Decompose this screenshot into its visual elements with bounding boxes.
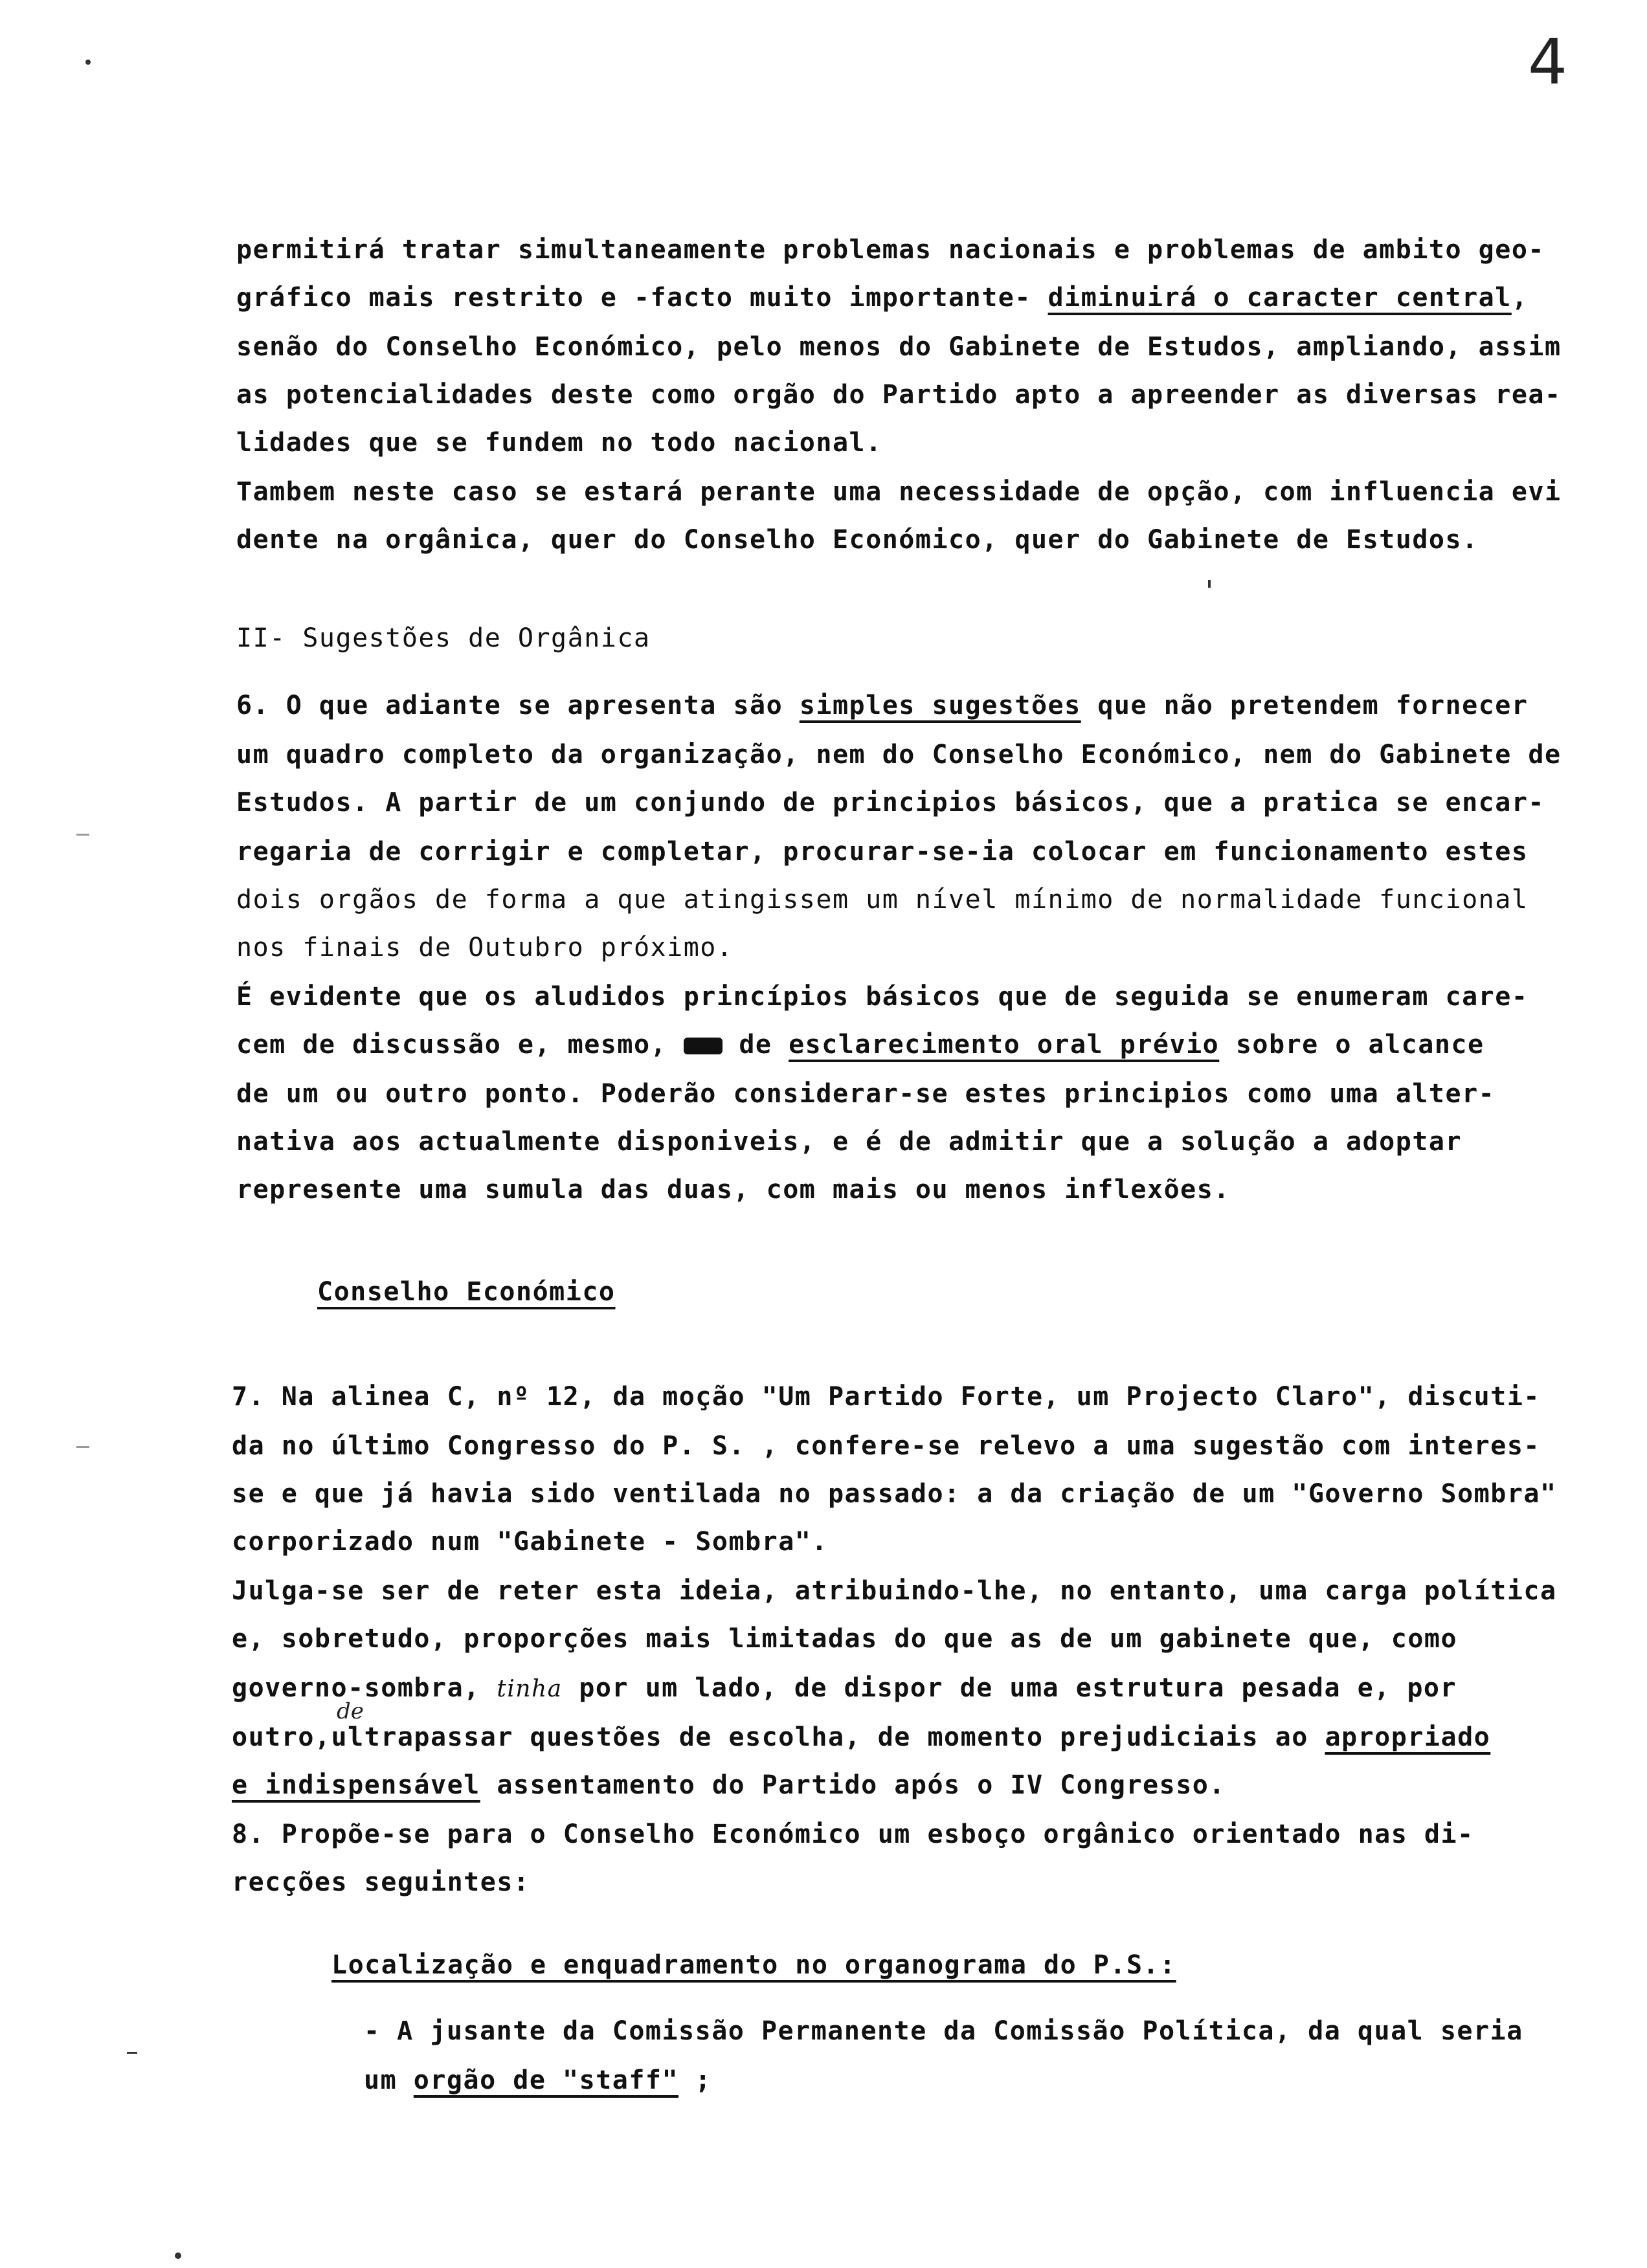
underlined-phrase: apropriado (1325, 1722, 1491, 1752)
text-line: um quadro completo da organização, nem do Conselho Económico, nem do Gabinete de (236, 740, 1562, 770)
text-line: dois orgãos de forma a que atingissem um nível mínimo de normalidade funcional (236, 885, 1529, 915)
text-span: assentamento do Partido após o IV Congresso. (497, 1770, 1226, 1800)
text-line (232, 1671, 1457, 1706)
text-line: permitirá tratar simultaneamente problemas nacionais e problemas de ambito geo- (236, 235, 1545, 265)
text-line: da no último Congresso do P. S. , confere-se relevo a uma sugestão com interes- (232, 1431, 1540, 1461)
text-span: outro, (232, 1722, 331, 1752)
underlined-phrase: esclarecimento oral prévio (789, 1030, 1220, 1060)
text-span: ; (695, 2065, 712, 2095)
text-span: sobre o alcance (1235, 1030, 1485, 1060)
text-span: gráfico mais restrito e -facto muito importante- (236, 283, 1031, 313)
text-line: regaria de corrigir e completar, procurar-se-ia colocar em funcionamento estes (236, 837, 1529, 867)
text-span: , (1511, 283, 1529, 313)
subheading-conselho: Conselho Económico (317, 1277, 616, 1307)
text-line: represente uma sumula das duas, com mais ou menos inflexões. (236, 1175, 1230, 1205)
text-line (364, 2063, 711, 2097)
handwritten-insert: de (337, 1698, 364, 1724)
text-line: nos finais de Outubro próximo. (236, 933, 734, 962)
scan-speck (1208, 580, 1211, 588)
text-line (236, 689, 1528, 722)
text-line: recções seguintes: (232, 1867, 530, 1897)
text-span: ultrapassar questões de escolha, de momento prejudiciais ao (331, 1722, 1308, 1752)
scribble-mark (684, 1038, 723, 1054)
text-line: corporizado num "Gabinete - Sombra". (232, 1527, 828, 1557)
underlined-phrase: orgão de "staff" (413, 2065, 679, 2095)
page-number: 4 (1528, 26, 1568, 98)
text-span: um (364, 2065, 398, 2095)
handwritten-insert: tinha (497, 1676, 563, 1702)
text-line: se e que já havia sido ventilada no passado: a da criação de um "Governo Sombra" (232, 1479, 1557, 1509)
text-line: - A jusante da Comissão Permanente da Comissão Política, da qual seria (364, 2016, 1523, 2046)
text-line (236, 1028, 1485, 1062)
text-line (236, 281, 1528, 315)
text-line: senão do Conselho Económico, pelo menos do Gabinete de Estudos, ampliando, assim (236, 332, 1562, 362)
text-line: 8. Propõe-se para o Conselho Económico um esboço orgânico orientado nas di- (232, 1819, 1474, 1849)
scan-speck (127, 2052, 137, 2054)
text-span: por um lado, de dispor de uma estrutura pesada e, por (579, 1673, 1457, 1703)
scan-speck (175, 2252, 181, 2259)
text-line: Julga-se ser de reter esta ideia, atribuindo-lhe, no entanto, uma carga política (232, 1576, 1557, 1606)
text-line: Tambem neste caso se estará perante uma necessidade de opção, com influencia evi (236, 477, 1562, 507)
underlined-phrase: diminuirá o caracter central (1048, 283, 1512, 313)
section-heading: II- Sugestões de Orgânica (236, 623, 651, 653)
scan-speck (76, 1446, 89, 1448)
text-line: Estudos. A partir de um conjundo de principios básicos, que a pratica se encar- (236, 788, 1545, 817)
text-span: governo-sombra, (232, 1673, 480, 1703)
text-line: de um ou outro ponto. Poderão considerar-se estes principios como uma alter- (236, 1079, 1496, 1109)
subheading-localizacao: Localização e enquadramento no organograma do P.S.: (331, 1950, 1176, 1980)
text-line: É evidente que os aludidos princípios básicos que de seguida se enumeram care- (236, 982, 1529, 1012)
text-line (232, 1768, 1226, 1802)
text-line: lidades que se fundem no todo nacional. (236, 428, 882, 458)
text-line: nativa aos actualmente disponiveis, e é de admitir que a solução a adoptar (236, 1127, 1462, 1157)
text-line: as potencialidades deste como orgão do Partido apto a apreender as diversas rea- (236, 380, 1562, 410)
underlined-phrase: e indispensável (232, 1770, 480, 1800)
text-span: que não pretendem fornecer (1097, 691, 1529, 720)
text-span: cem de discussão e, mesmo, (236, 1030, 667, 1060)
text-span: de (739, 1030, 772, 1060)
underlined-phrase: simples sugestões (799, 691, 1081, 720)
text-span: 6. O que adiante se apresenta são (236, 691, 783, 720)
text-line (232, 1720, 1490, 1754)
scan-speck (85, 60, 91, 65)
text-line: dente na orgânica, quer do Conselho Económico, quer do Gabinete de Estudos. (236, 525, 1479, 555)
text-line: 7. Na alinea C, nº 12, da moção "Um Partido Forte, um Projecto Claro", discuti- (232, 1382, 1540, 1412)
scan-speck (76, 834, 89, 836)
text-line: e, sobretudo, proporções mais limitadas do que as de um gabinete que, como (232, 1624, 1458, 1654)
